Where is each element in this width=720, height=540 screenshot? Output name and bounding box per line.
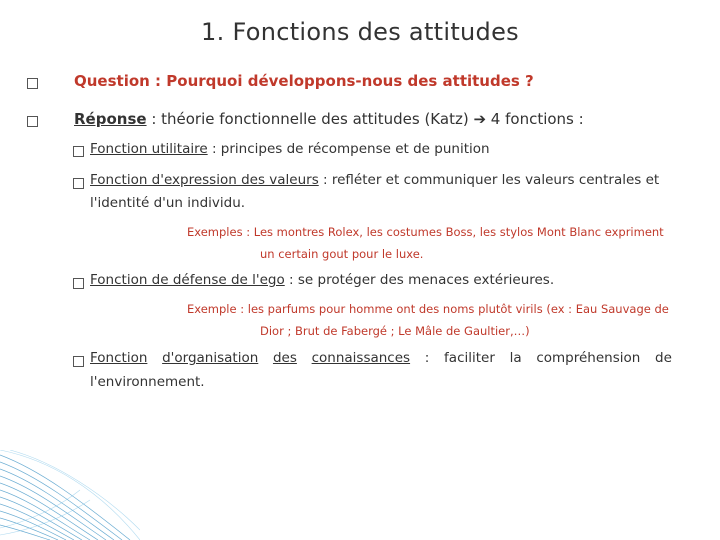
item-utilitaire: [90, 141, 490, 157]
item-text: : se protéger des menaces extérieures.: [284, 272, 555, 288]
item-text: : refléter et communiquer les valeurs centrales et: [318, 172, 660, 188]
reponse-tail: 4 fonctions :: [486, 110, 584, 128]
example-text: Dior ; Brut de Fabergé ; Le Mâle de Gaultier,…): [260, 324, 530, 338]
example-text: Exemple : les parfums pour homme ont des noms plutôt virils (ex : Eau Sauvage de: [187, 302, 669, 316]
bullet-box-icon: [73, 178, 84, 189]
reponse-text: [74, 110, 584, 128]
item-organisation-line2: l'environnement.: [90, 374, 205, 390]
word: des: [272, 350, 297, 366]
item-label: Fonction utilitaire: [90, 141, 208, 157]
page-title: 1. Fonctions des attitudes: [201, 18, 519, 46]
background-decoration: [0, 450, 140, 540]
item-expression-line2: l'identité d'un individu.: [90, 195, 246, 211]
example-text: Exemples : Les montres Rolex, les costumes Boss, les stylos Mont Blanc expriment: [187, 225, 664, 239]
bullet-box-icon: [27, 78, 38, 89]
item-label: Fonction d'expression des valeurs: [90, 172, 319, 188]
question-text: Question : Pourquoi développons-nous des attitudes ?: [74, 72, 534, 90]
word: d'organisation: [162, 350, 259, 366]
item-expression-line1: [90, 172, 672, 188]
word: :: [424, 350, 430, 366]
word: compréhension: [536, 350, 641, 366]
item-text: : principes de récompense et de punition: [207, 141, 490, 157]
word: de: [655, 350, 672, 366]
reponse-body: : théorie fonctionnelle des attitudes (Katz): [146, 110, 474, 128]
item-defense: [90, 272, 554, 288]
word: la: [509, 350, 522, 366]
item-organisation-line1: [90, 350, 672, 366]
arrow-icon: ➔: [473, 110, 487, 128]
word: connaissances: [311, 350, 411, 366]
item-label: Fonction de défense de l'ego: [90, 272, 285, 288]
bullet-box-icon: [73, 356, 84, 367]
word: faciliter: [444, 350, 495, 366]
example-text: un certain gout pour le luxe.: [260, 247, 424, 261]
bullet-box-icon: [73, 146, 84, 157]
bullet-box-icon: [73, 278, 84, 289]
word: Fonction: [90, 350, 148, 366]
bullet-box-icon: [27, 116, 38, 127]
reponse-keyword: Réponse: [74, 110, 147, 128]
